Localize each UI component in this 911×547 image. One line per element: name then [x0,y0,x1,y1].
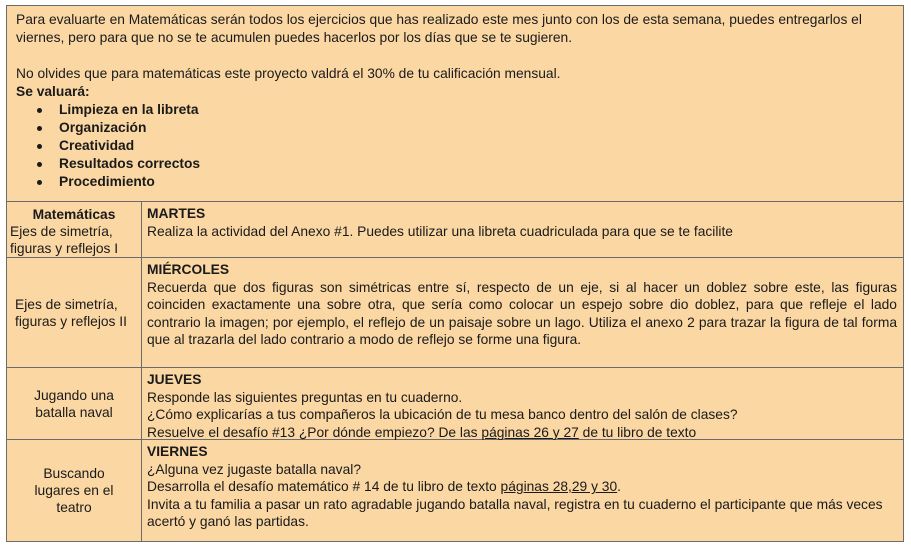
topic-cell [7,440,142,541]
criteria-item: Creatividad [16,137,893,155]
assignment-table [6,5,904,542]
activity-cell [142,368,903,439]
activity-cell [142,258,903,367]
activity-cell [142,202,903,257]
spacer [16,47,893,65]
activity-line [147,424,897,442]
table-row-viernes [7,440,903,541]
table-row-miercoles [7,258,903,368]
intro-section [7,6,903,202]
criteria-item: Procedimiento [16,173,893,191]
subject-title: Matemáticas [32,207,116,222]
topic-cell [7,202,142,257]
activity-line: Invita a tu familia a pasar un rato agradable jugando batalla naval, registra en tu cuaderno el participante que más veces acertó y ganó las partidas. [147,496,883,530]
activity-text: Realiza la actividad del Anexo #1. Puedes utilizar una libreta cuadriculada para que se te facilite [147,223,733,239]
page-reference: páginas 26 y 27 [481,424,579,440]
topic-label: Buscando lugares en el teatro [34,466,114,515]
day-label: JUEVES [147,372,202,387]
grade-note: No olvides que para matemáticas este proyecto valdrá el 30% de tu calificación mensual. [16,66,561,81]
topic-label: Jugando una batalla naval [34,387,114,420]
activity-line: ¿Alguna vez jugaste batalla naval? [147,461,361,477]
criteria-list [16,101,893,191]
activity-text: Desarrolla el desafío matemático # 14 de tu libro de texto [147,479,501,495]
activity-line: Responde las siguientes preguntas en tu cuaderno. [147,389,463,405]
activity-line [147,478,897,496]
topic-label: Ejes de simetría, figuras y reflejos II [15,296,127,329]
day-label: VIERNES [147,444,208,459]
topic-cell [7,258,142,367]
activity-text: de tu libro de texto [578,424,697,440]
criteria-item: Organización [16,119,893,137]
topic-label: Ejes de simetría, figuras y reflejos I [10,224,119,256]
intro-paragraph: Para evaluarte en Matemáticas serán todos los ejercicios que has realizado este mes junto con los de esta semana, puedes entregarlos el viernes, pero para que no se te acumulen puedes hacerlos por los días que se te sugieren. [16,12,862,45]
activity-line: ¿Cómo explicarías a tus compañeros la ubicación de tu mesa banco dentro del salón de clases? [147,407,738,423]
activity-text: Resuelve el desafío #13 ¿Por dónde empiezo? De las [147,424,482,440]
criteria-item: Resultados correctos [16,155,893,173]
table-row-martes [7,202,903,258]
day-label: MIÉRCOLES [147,262,230,277]
activity-text: . [617,479,621,495]
page-reference: páginas 28,29 y 30 [500,479,618,495]
activity-cell [142,440,903,541]
topic-cell [7,368,142,439]
criteria-heading: Se valuará: [16,84,90,99]
table-row-jueves [7,368,903,440]
day-label: MARTES [147,206,206,221]
activity-text: Recuerda que dos figuras son simétricas entre sí, respecto de un eje, si al hacer un doblez sobre este, las figuras coinciden exactamente una sobre otra, que sería como colocar un espejo sobre dio doblez, para que refleje el lado contrario la imagen; por ejemplo, el reflejo de un paisaje sobre un lago. Utiliza el anexo 2 para trazar la figura de tal forma que al trazarla del lado contrario a modo de reflejo se forme una figura. [147,279,897,348]
criteria-item: Limpieza en la libreta [16,101,893,119]
